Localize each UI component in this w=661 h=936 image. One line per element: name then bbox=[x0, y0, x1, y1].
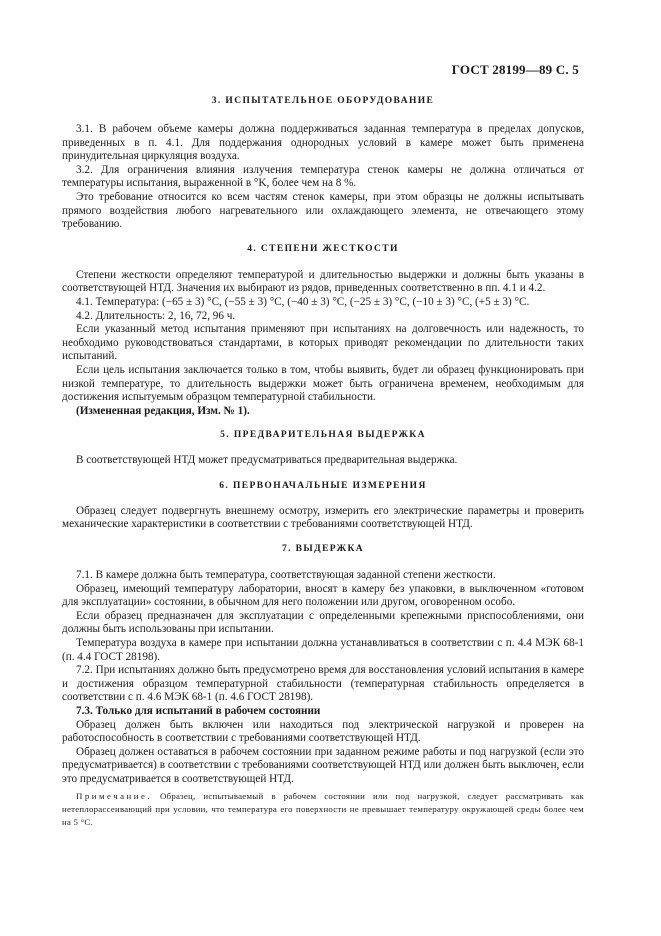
paragraph-7-sample: Образец, имеющий температуру лаборатории, вносят в камеру без упаковки, в выключенном «готовом для эксплуатации» состоянии, в обычном для него положении или другом, оговоренном особо. bbox=[62, 582, 584, 609]
amendment-note: (Измененная редакция, Изм. № 1). bbox=[76, 404, 250, 417]
document-body bbox=[62, 94, 584, 829]
paragraph-7-fixtures: Если образец предназначен для эксплуатации с определенными крепежными приспособлениями, они должны быть использованы при испытании. bbox=[62, 609, 584, 636]
paragraph-6: Образец следует подвергнуть внешнему осмотру, измерить его электрические параметры и проверить механические характеристики в соответствии с требованиями соответствующей НТД. bbox=[62, 504, 584, 531]
section-4-title: 4. СТЕПЕНИ ЖЕСТКОСТИ bbox=[247, 243, 399, 254]
paragraph-3-1: 3.1. В рабочем объеме камеры должна поддерживаться заданная температура в пределах допусков, приведенных в п. 4.1. Для поддержания однородных условий в камере может быть применена принудительная циркуляция воздуха. bbox=[62, 123, 584, 163]
paragraph-4-1: 4.1. Температура: (−65 ± 3) °С, (−55 ± 3) °С, (−40 ± 3) °С, (−25 ± 3) °С, (−10 ± 3) °С, (+5 ± 3) °С. bbox=[76, 295, 530, 308]
paragraph-7-1: 7.1. В камере должна быть температура, соответствующая заданной степени жесткости. bbox=[76, 569, 496, 582]
paragraph-7-3-title: 7.3. Только для испытаний в рабочем состоянии bbox=[76, 705, 321, 717]
note-text: Образец, испытываемый в рабочем состоянии или под нагрузкой, следует рассматривать как нетеплорассеивающий при условии, что температура его поверхности не превышает температуру окружающей среды более чем на 5 °С. bbox=[62, 790, 584, 827]
section-7-title: 7. ВЫДЕРЖКА bbox=[281, 544, 365, 555]
paragraph-4-intro: Степени жесткости определяют температурой и длительностью выдержки и должны быть указаны в соответствующей НТД. Значения их выбирают из рядов, приведенных соответственно в пп. 4.1 и 4.2. bbox=[62, 268, 584, 295]
section-5-title: 5. ПРЕДВАРИТЕЛЬНАЯ ВЫДЕРЖКА bbox=[220, 430, 426, 441]
paragraph-7-2: 7.2. При испытаниях должно быть предусмотрено время для восстановления условий испытания в камере и достижения образцом температурной стабильности (температурная стабильность определяется в соответствии с п. 4.6 МЭК 68-1 (п. 4.6 ГОСТ 28198). bbox=[62, 664, 584, 704]
section-3-title: 3. ИСПЫТАТЕЛЬНОЕ ОБОРУДОВАНИЕ bbox=[211, 96, 435, 106]
paragraph-7-3-load: Образец должен оставаться в рабочем состоянии при заданном режиме работы и под нагрузкой (если это предусматривается) в соответствии с требованиями соответствующей НТД или должен быть выключен, если это предусматривается в соответствующей НТД. bbox=[62, 745, 584, 785]
paragraph-3-2-note: Это требование относится ко всем частям стенок камеры, при этом образцы не должны испытывать прямого воздействия любого нагревательного или охлаждающего элемента, не отвечающего этому требованию. bbox=[62, 190, 584, 231]
paragraph-3-2: 3.2. Для ограничения влияния излучения температура стенок камеры не должна отличаться от температуры испытания, выраженной в °K, более чем на 8 %. bbox=[62, 163, 584, 190]
paragraph-4-stability: Если цель испытания заключается только в том, чтобы выявить, будет ли образец функционировать при низкой температуре, то длительность выдержки может быть ограничена временем, необходимым для достижения испытуемым образцом температурной стабильности. bbox=[62, 363, 584, 404]
paragraph-7-3-operation: Образец должен быть включен или находиться под электрической нагрузкой и проверен на работоспособность в соответствии с требованиями соответствующей НТД. bbox=[62, 718, 584, 745]
note-label: Примечание. bbox=[76, 790, 153, 801]
paragraph-4-2: 4.2. Длительность: 2, 16, 72, 96 ч. bbox=[76, 309, 236, 322]
paragraph-7-air-temperature: Температура воздуха в камере при испытании должна устанавливаться в соответствии с п. 4.4 МЭК 68-1 (п. 4.4 ГОСТ 28198). bbox=[62, 637, 584, 663]
paragraph-4-reliability: Если указанный метод испытания применяют при испытаниях на долговечность или надежность, то необходимо руководствоваться стандартами, в которых приводят рекомендации по длительности таких испытаний. bbox=[62, 323, 584, 363]
note bbox=[62, 790, 584, 829]
section-6-title: 6. ПЕРВОНАЧАЛЬНЫЕ ИЗМЕРЕНИЯ bbox=[219, 480, 427, 491]
page-header: ГОСТ 28199—89 С. 5 bbox=[451, 62, 579, 77]
paragraph-5: В соответствующей НТД может предусматриваться предварительная выдержка. bbox=[76, 454, 458, 467]
